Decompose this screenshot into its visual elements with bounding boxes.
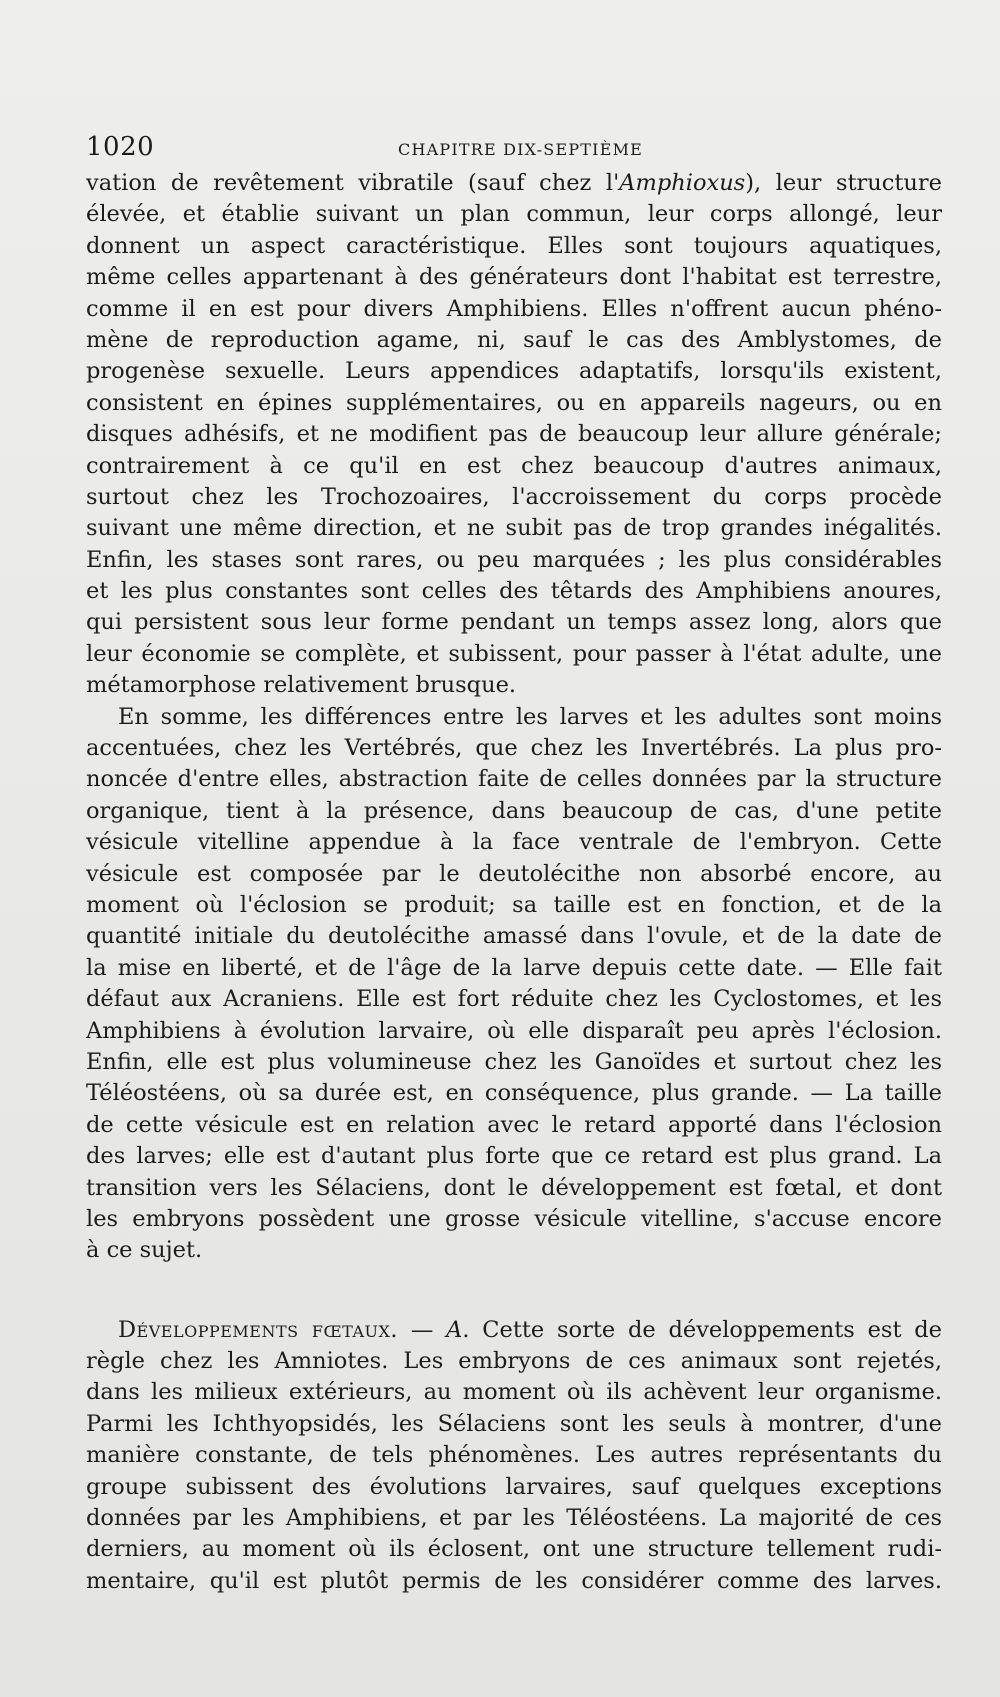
text-line: donnent un aspect caractéristique. Elles sont toujours aquatiques, xyxy=(86,232,942,259)
text-line: la mise en liberté, et de l'âge de la larve depuis cette date. — Elle fait xyxy=(86,954,942,981)
text-line: Enfin, les stases sont rares, ou peu marquées ; les plus considérables xyxy=(86,546,942,573)
text-line: disques adhésifs, et ne modifient pas de beaucoup leur allure générale; xyxy=(86,421,942,448)
text-line: et les plus constantes sont celles des têtards des Amphibiens anoures, xyxy=(86,578,942,605)
text-line: qui persistent sous leur forme pendant un temps assez long, alors que xyxy=(86,609,942,636)
text-line: quantité initiale du deutolécithe amassé dans l'ovule, et de la date de xyxy=(86,923,942,950)
text-line: noncée d'entre elles, abstraction faite de celles données par la structure xyxy=(86,766,942,793)
section-heading: Développements fœtaux. xyxy=(118,1316,399,1343)
text-line: organique, tient à la présence, dans beaucoup de cas, d'une petite xyxy=(86,797,942,824)
text-line: vésicule vitelline appendue à la face ventrale de l'embryon. Cette xyxy=(86,829,942,856)
text-line: derniers, au moment où ils éclosent, ont une structure tellement rudi- xyxy=(86,1536,942,1563)
paragraph-gap xyxy=(86,1267,942,1315)
text-line: à ce sujet. xyxy=(86,1237,203,1264)
chapter-title: CHAPITRE DIX-SEPTIÈME xyxy=(398,140,644,159)
paragraph-1 xyxy=(86,168,942,702)
text-run: . Cette sorte de développements est de xyxy=(462,1316,942,1343)
text-run: — xyxy=(398,1316,447,1343)
page-number: 1020 xyxy=(86,132,155,162)
text-line: les embryons possèdent une grosse vésicule vitelline, s'accuse encore xyxy=(86,1205,942,1232)
text-line: règle chez les Amniotes. Les embryons de ces animaux sont rejetés, xyxy=(86,1348,942,1375)
text-line: Téléostéens, où sa durée est, en conséquence, plus grande. — La taille xyxy=(86,1080,942,1107)
text-line: dans les milieux extérieurs, au moment où ils achèvent leur organisme. xyxy=(86,1379,942,1406)
text-line: métamorphose relativement brusque. xyxy=(86,672,517,699)
text-line: vésicule est composée par le deutolécithe non absorbé encore, au xyxy=(86,860,942,887)
text-line: même celles appartenant à des générateurs dont l'habitat est terrestre, xyxy=(86,264,942,291)
text-line: données par les Amphibiens, et par les Téléostéens. La majorité de ces xyxy=(86,1505,942,1532)
text-line: Parmi les Ichthyopsidés, les Sélaciens sont les seuls à montrer, d'une xyxy=(86,1410,942,1437)
text-line: mentaire, qu'il est plutôt permis de les considérer comme des larves. xyxy=(86,1567,942,1594)
text-line: contrairement à ce qu'il en est chez beaucoup d'autres animaux, xyxy=(86,452,942,479)
text-line xyxy=(86,1315,942,1346)
text-line: suivant une même direction, et ne subit pas de trop grandes inégalités. xyxy=(86,515,942,542)
italic-term: Amphioxus xyxy=(619,170,746,196)
text-line: transition vers les Sélaciens, dont le développement est fœtal, et dont xyxy=(86,1174,942,1201)
text-line: accentuées, chez les Vertébrés, que chez les Invertébrés. La plus pro- xyxy=(86,735,942,762)
text-run: vation de revêtement vibratile (sauf chez l' xyxy=(86,170,620,196)
italic-term: A xyxy=(446,1316,463,1343)
text-line: progenèse sexuelle. Leurs appendices adaptatifs, lorsqu'ils existent, xyxy=(86,358,942,385)
text-run: ), leur structure xyxy=(745,170,942,196)
text-line: manière constante, de tels phénomènes. Les autres représentants du xyxy=(86,1442,942,1469)
text-line: mène de reproduction agame, ni, sauf le cas des Amblystomes, de xyxy=(86,326,942,353)
text-line: défaut aux Acraniens. Elle est fort réduite chez les Cyclostomes, et les xyxy=(86,986,942,1013)
text-line: consistent en épines supplémentaires, ou en appareils nageurs, ou en xyxy=(86,389,942,416)
text-line: leur économie se complète, et subissent, pour passer à l'état adulte, une xyxy=(86,640,942,667)
text-line: élevée, et établie suivant un plan commun, leur corps allongé, leur xyxy=(86,201,942,228)
text-line: des larves; elle est d'autant plus forte que ce retard est plus grand. La xyxy=(86,1143,942,1170)
running-head xyxy=(86,132,946,166)
text-line xyxy=(86,168,942,199)
text-line: moment où l'éclosion se produit; sa taille est en fonction, et de la xyxy=(86,891,942,918)
body-text xyxy=(86,168,942,1597)
text-line: comme il en est pour divers Amphibiens. Elles n'offrent aucun phéno- xyxy=(86,295,942,322)
text-line: Amphibiens à évolution larvaire, où elle disparaît peu après l'éclosion. xyxy=(86,1017,942,1044)
text-line: Enfin, elle est plus volumineuse chez les Ganoïdes et surtout chez les xyxy=(86,1048,942,1075)
text-line: de cette vésicule est en relation avec le retard apporté dans l'éclosion xyxy=(86,1111,942,1138)
text-line: En somme, les différences entre les larves et les adultes sont moins xyxy=(118,703,942,730)
paragraph-3 xyxy=(86,1315,942,1598)
paragraph-2 xyxy=(86,702,942,1267)
text-line: groupe subissent des évolutions larvaires, sauf quelques exceptions xyxy=(86,1473,942,1500)
text-line: surtout chez les Trochozoaires, l'accroissement du corps procède xyxy=(86,483,942,510)
